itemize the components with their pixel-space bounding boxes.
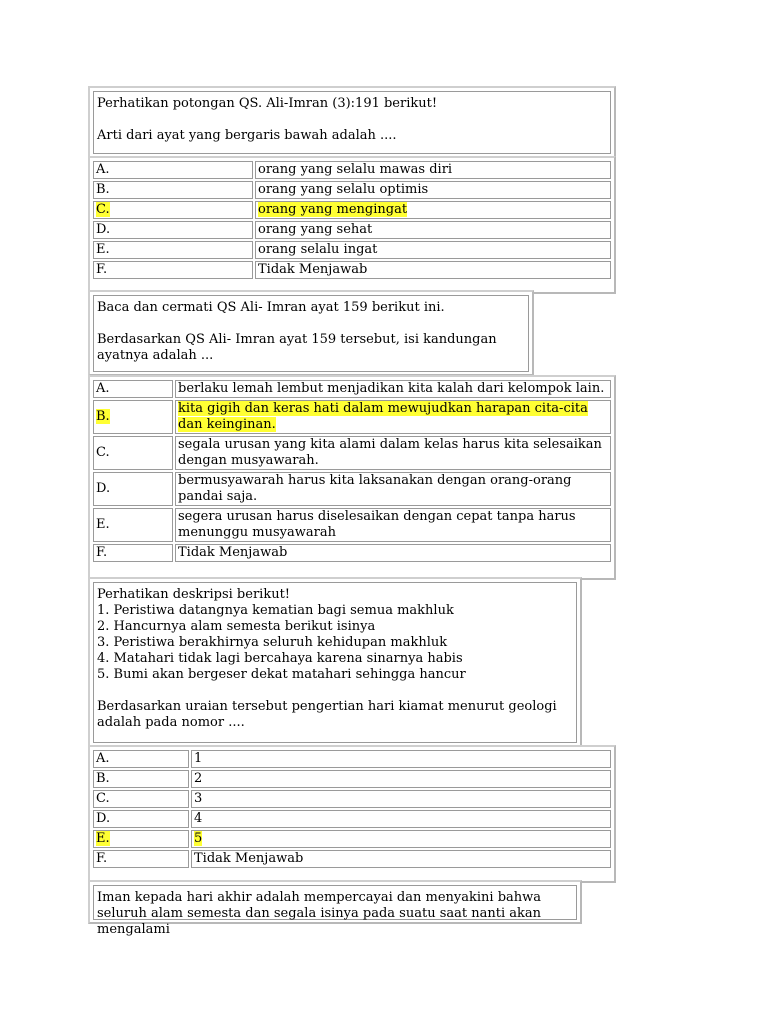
option-row[interactable] (93, 221, 611, 239)
question-2 (88, 290, 534, 376)
option-text[interactable]: 3 (191, 790, 611, 808)
option-row[interactable] (93, 380, 611, 398)
option-letter[interactable]: A. (93, 161, 253, 179)
option-letter[interactable]: D. (93, 810, 189, 828)
option-letter[interactable]: D. (93, 221, 253, 239)
question-1-text: Perhatikan potongan QS. Ali-Imran (3):191 berikut! Arti dari ayat yang bergaris bawah adalah .... (97, 96, 438, 143)
option-row[interactable] (93, 161, 611, 179)
option-text[interactable]: Tidak Menjawab (175, 544, 611, 562)
option-text[interactable] (255, 201, 611, 219)
highlight: C. (96, 202, 110, 217)
highlight: orang yang mengingat (258, 202, 408, 217)
highlight: E. (96, 831, 110, 846)
option-text[interactable]: segala urusan yang kita alami dalam kelas harus kita selesaikan dengan musyawarah. (175, 436, 611, 470)
option-letter[interactable] (93, 830, 189, 848)
option-text[interactable] (191, 830, 611, 848)
option-letter[interactable]: C. (93, 436, 173, 470)
option-letter[interactable]: B. (93, 181, 253, 199)
options-2 (88, 375, 616, 580)
option-text[interactable]: 2 (191, 770, 611, 788)
option-row[interactable] (93, 181, 611, 199)
option-row-selected[interactable] (93, 201, 611, 219)
option-row[interactable] (93, 508, 611, 542)
option-letter[interactable]: E. (93, 241, 253, 259)
option-letter[interactable]: F. (93, 261, 253, 279)
option-text[interactable]: orang yang selalu optimis (255, 181, 611, 199)
option-text[interactable]: berlaku lemah lembut menjadikan kita kalah dari kelompok lain. (175, 380, 611, 398)
option-text[interactable]: 1 (191, 750, 611, 768)
option-letter[interactable]: C. (93, 790, 189, 808)
question-3 (88, 577, 582, 747)
option-row[interactable] (93, 810, 611, 828)
option-row[interactable] (93, 436, 611, 470)
options-3 (88, 745, 616, 883)
option-row[interactable] (93, 750, 611, 768)
option-row[interactable] (93, 850, 611, 868)
option-text[interactable]: orang selalu ingat (255, 241, 611, 259)
option-letter[interactable]: B. (93, 770, 189, 788)
question-3-text: Perhatikan deskripsi berikut! 1. Peristiwa datangnya kematian bagi semua makhluk 2. Hancurnya alam semesta berikut isinya 3. Peristiwa berakhirnya seluruh kehidupan makhluk 4. Matahari tidak lagi bercahaya karena sinarnya habis 5. Bumi akan bergeser dekat matahari sehingga hancur Berdasarkan uraian tersebut pengertian hari kiamat menurut geologi adalah pada nomor .... (97, 587, 557, 730)
option-row[interactable] (93, 241, 611, 259)
option-letter[interactable]: A. (93, 750, 189, 768)
option-row[interactable] (93, 770, 611, 788)
option-row-selected[interactable] (93, 400, 611, 434)
option-letter[interactable]: A. (93, 380, 173, 398)
highlight: kita gigih dan keras hati dalam mewujudkan harapan cita-cita dan keinginan. (178, 401, 588, 432)
option-text[interactable]: orang yang sehat (255, 221, 611, 239)
option-text[interactable]: Tidak Menjawab (255, 261, 611, 279)
option-text[interactable]: segera urusan harus diselesaikan dengan cepat tanpa harus menunggu musyawarah (175, 508, 611, 542)
highlight: B. (96, 409, 110, 424)
option-text[interactable] (175, 400, 611, 434)
option-row-selected[interactable] (93, 830, 611, 848)
question-2-text: Baca dan cermati QS Ali- Imran ayat 159 berikut ini. Berdasarkan QS Ali- Imran ayat 159 tersebut, isi kandungan ayatnya adalah ... (97, 300, 497, 363)
question-4 (88, 880, 582, 937)
option-row[interactable] (93, 544, 611, 562)
question-1 (88, 86, 616, 158)
option-row[interactable] (93, 472, 611, 506)
question-4-text: Iman kepada hari akhir adalah mempercayai dan menyakini bahwa seluruh alam semesta dan segala isinya pada suatu saat nanti akan mengalami (97, 890, 542, 937)
option-text[interactable]: bermusyawarah harus kita laksanakan dengan orang-orang pandai saja. (175, 472, 611, 506)
option-letter[interactable] (93, 400, 173, 434)
option-text[interactable]: orang yang selalu mawas diri (255, 161, 611, 179)
option-text[interactable]: 4 (191, 810, 611, 828)
option-letter[interactable] (93, 201, 253, 219)
option-letter[interactable]: F. (93, 544, 173, 562)
option-letter[interactable]: F. (93, 850, 189, 868)
highlight: 5 (194, 831, 203, 846)
option-row[interactable] (93, 790, 611, 808)
options-1 (88, 156, 616, 294)
option-row[interactable] (93, 261, 611, 279)
option-text[interactable]: Tidak Menjawab (191, 850, 611, 868)
option-letter[interactable]: D. (93, 472, 173, 506)
option-letter[interactable]: E. (93, 508, 173, 542)
